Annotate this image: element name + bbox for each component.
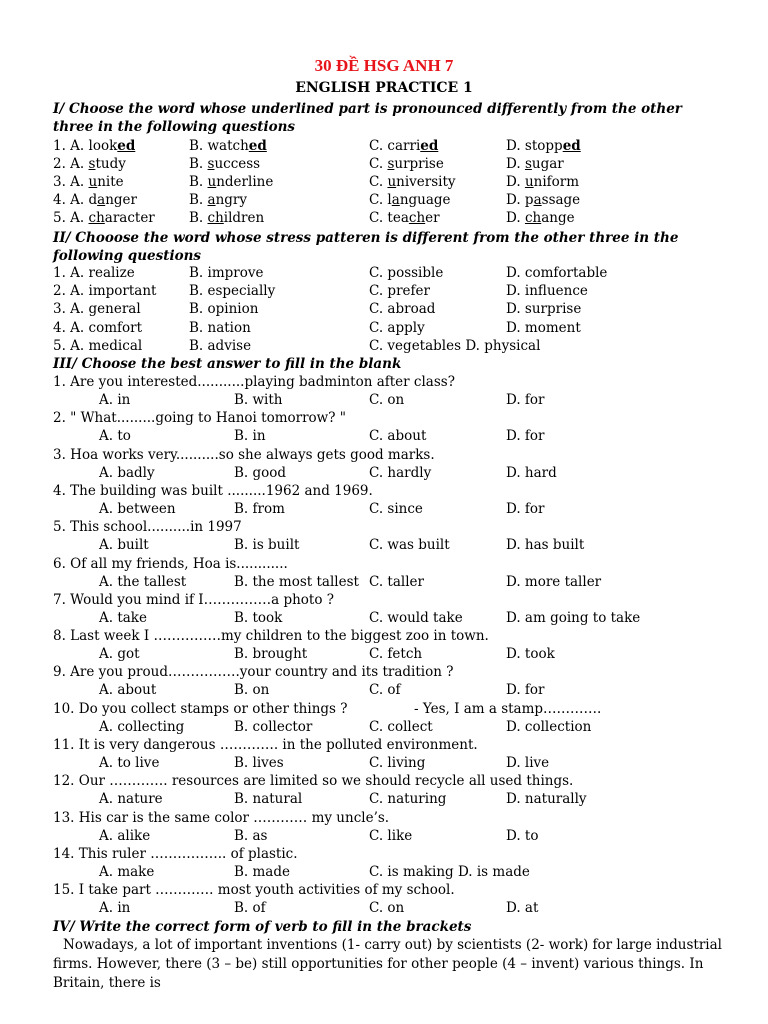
option-c: C. about	[369, 428, 427, 445]
option-a: A. in	[99, 900, 131, 917]
question-text: 15. I take part …………. most youth activities of my school.	[53, 882, 455, 899]
option-d: D. collection	[506, 718, 592, 735]
question-text-row	[53, 555, 753, 573]
option-c: C. fetch	[369, 646, 423, 663]
option-a: A. make	[99, 863, 155, 880]
option-d: D. to	[506, 827, 539, 844]
underlined-part: u	[524, 174, 534, 190]
option-c: C. surprise	[369, 156, 444, 172]
option-c: C. naturing	[369, 791, 447, 808]
question-text: 14. This ruler …………….. of plastic.	[53, 845, 298, 862]
stress-question-row	[53, 282, 753, 300]
pronunciation-question-row	[53, 191, 753, 209]
option-d: D. surprise	[506, 301, 582, 318]
answer-options-row	[53, 500, 753, 518]
underlined-part: u	[207, 174, 217, 190]
option-d: D. stopped	[506, 138, 581, 154]
underlined-part: s	[524, 156, 532, 172]
option-c: C. prefer	[369, 283, 430, 300]
underlined-part: a	[533, 192, 542, 208]
option-b: B. of	[234, 900, 266, 917]
option-b: B. lives	[234, 755, 284, 771]
answer-options-row	[53, 645, 753, 663]
option-a: A. alike	[99, 827, 151, 844]
question-text-row	[53, 482, 753, 500]
question-text: 13. His car is the same color ………… my uncle’s.	[53, 809, 390, 826]
question-text-row	[53, 809, 753, 827]
question-text: 8. Last week I ……………my children to the biggest zoo in town.	[53, 628, 489, 645]
question-text-row	[53, 736, 753, 754]
option-a: 3. A. general	[53, 301, 141, 318]
question-text-row	[53, 409, 753, 427]
option-a: A. take	[99, 609, 147, 626]
option-d: D. sugar	[506, 156, 564, 172]
underlined-part: ch	[524, 210, 542, 226]
underlined-part: ed	[420, 138, 439, 154]
question-text: 9. Are you proud…………….your country and its tradition ?	[53, 664, 454, 681]
underlined-part: ch	[408, 210, 426, 226]
option-d: D. hard	[506, 464, 557, 481]
option-c: C. carried	[369, 138, 439, 154]
option-a: A. the tallest	[99, 573, 187, 590]
answer-options-row	[53, 464, 753, 482]
option-b: B. angry	[189, 192, 247, 208]
option-a: 4. A. comfort	[53, 319, 142, 336]
question-text: 5. This school..........in 1997	[53, 519, 242, 536]
option-c: C. abroad	[369, 301, 436, 318]
underlined-part: ch	[207, 210, 224, 226]
question-text: 12. Our …………. resources are limited so we should recycle all used things.	[53, 773, 574, 790]
option-b: B. from	[234, 500, 285, 517]
option-b: B. made	[234, 863, 290, 880]
option-c: C. language	[369, 192, 451, 208]
option-d: D. has built	[506, 537, 585, 554]
answer-options-row	[53, 863, 753, 881]
option-d: D. for	[506, 392, 545, 408]
answer-options-row	[53, 718, 753, 736]
option-c: C. on	[369, 392, 405, 408]
option-b: B. collector	[234, 718, 313, 735]
option-c: C. collect	[369, 718, 433, 735]
option-d: D. naturally	[506, 791, 587, 808]
option-b: B. underline	[189, 174, 274, 190]
answer-options-row	[53, 899, 753, 917]
option-d: D. for	[506, 682, 545, 699]
option-a: 1. A. realize	[53, 265, 135, 281]
underlined-part: u	[88, 174, 98, 190]
answer-options-row	[53, 754, 753, 772]
option-a: 5. A. medical	[53, 337, 143, 354]
option-c: C. teacher	[369, 210, 440, 226]
option-a: 3. A. unite	[53, 174, 124, 190]
question-text: 10. Do you collect stamps or other things ?	[53, 700, 348, 717]
option-a: A. about	[99, 682, 157, 699]
option-c: C. living	[369, 755, 426, 771]
option-c: C. hardly	[369, 464, 432, 481]
option-d: D. comfortable	[506, 265, 608, 281]
question-text: 6. Of all my friends, Hoa is............	[53, 555, 288, 572]
option-a: A. to live	[99, 755, 160, 771]
underlined-part: ch	[88, 210, 105, 226]
section-1-heading: I/ Choose the word whose underlined part is pronounced differently from the other three in the following questions	[53, 101, 682, 135]
option-c: C. apply	[369, 319, 425, 336]
option-a: A. built	[99, 537, 149, 554]
option-a: A. nature	[99, 791, 163, 808]
option-c: C. since	[369, 500, 423, 517]
answer-options-row	[53, 681, 753, 699]
option-a: 5. A. character	[53, 210, 155, 226]
underlined-part: s	[207, 156, 215, 172]
option-d: D. am going to take	[506, 609, 641, 626]
option-b: B. watched	[189, 138, 267, 154]
option-c: C. of	[369, 682, 401, 699]
option-b: B. success	[189, 156, 261, 172]
question-text: 4. The building was built .........1962 and 1969.	[53, 482, 373, 499]
answer-options-row	[53, 790, 753, 808]
underlined-part: a	[391, 192, 400, 208]
underlined-part: a	[97, 192, 106, 208]
option-c: C. is making D. is made	[369, 863, 530, 880]
option-b: B. improve	[189, 265, 264, 281]
answer-options-row	[53, 827, 753, 845]
pronunciation-question-row	[53, 155, 753, 173]
option-c: C. like	[369, 827, 413, 844]
practice-title: ENGLISH PRACTICE 1	[295, 80, 473, 96]
option-b: B. natural	[234, 791, 303, 808]
stress-question-row	[53, 319, 753, 337]
pronunciation-question-row	[53, 173, 753, 191]
option-c: C. was built	[369, 537, 450, 554]
underlined-part: s	[387, 156, 395, 172]
question-text: 3. Hoa works very..........so she always gets good marks.	[53, 446, 435, 463]
answer-options-row	[53, 609, 753, 627]
section-2-heading: II/ Chooose the word whose stress patteren is different from the other three in the following questions	[53, 230, 679, 264]
question-text-row	[53, 627, 753, 645]
underlined-part: ed	[248, 138, 267, 154]
option-c: C. would take	[369, 609, 463, 626]
answer-options-row	[53, 391, 753, 409]
option-b: B. in	[234, 428, 266, 445]
question-text: 7. Would you mind if I……………a photo ?	[53, 591, 335, 608]
answer-text: - Yes, I am a stamp………….	[414, 700, 602, 717]
section-4-heading: IV/ Write the correct form of verb to fill in the brackets	[53, 919, 472, 935]
option-a: A. collecting	[99, 718, 185, 735]
question-text-row	[53, 700, 753, 718]
question-text-row	[53, 446, 753, 464]
option-a: 2. A. study	[53, 156, 126, 172]
underlined-part: ed	[117, 138, 136, 154]
stress-question-row	[53, 300, 753, 318]
option-d: D. for	[506, 500, 545, 517]
option-a: A. to	[99, 428, 131, 445]
option-b: B. took	[234, 609, 283, 626]
section-3-heading: III/ Choose the best answer to fill in the blank	[53, 356, 402, 372]
option-b: B. opinion	[189, 301, 259, 318]
option-a: A. got	[99, 646, 140, 663]
underlined-part: u	[387, 174, 397, 190]
option-b: B. especially	[189, 283, 276, 300]
option-d: D. more taller	[506, 573, 602, 590]
option-b: B. as	[234, 827, 268, 844]
underlined-part: ed	[562, 138, 581, 154]
option-d: D. took	[506, 646, 555, 663]
answer-options-row	[53, 427, 753, 445]
pronunciation-question-row	[53, 137, 753, 155]
question-text-row	[53, 663, 753, 681]
option-d: D. passage	[506, 192, 581, 208]
question-text-row	[53, 373, 753, 391]
question-text-row	[53, 591, 753, 609]
option-c: C. on	[369, 900, 405, 917]
answer-options-row	[53, 573, 753, 591]
option-b: B. advise	[189, 337, 252, 354]
option-b: B. brought	[234, 646, 308, 663]
option-a: A. in	[99, 392, 131, 408]
question-text: 2. " What.........going to Hanoi tomorrow? "	[53, 410, 346, 427]
stress-question-row	[53, 264, 753, 282]
underlined-part: s	[88, 156, 96, 172]
option-b: B. on	[234, 682, 270, 699]
option-c: C. vegetables D. physical	[369, 337, 541, 354]
option-b: B. the most tallest	[234, 573, 359, 590]
section-4-paragraph: Nowadays, a lot of important inventions (1- carry out) by scientists (2- work) for large industrial firms. However, there (3 – be) still opportunities for other people (4 – invent) various things. In Britain, there is	[53, 937, 722, 991]
stress-question-row	[53, 337, 753, 355]
option-a: A. badly	[99, 464, 155, 481]
option-d: D. uniform	[506, 174, 580, 190]
option-d: D. influence	[506, 283, 588, 300]
option-b: B. nation	[189, 319, 251, 336]
option-c: C. university	[369, 174, 456, 190]
question-text-row	[53, 518, 753, 536]
question-text-row	[53, 772, 753, 790]
option-d: D. for	[506, 428, 545, 445]
option-a: 4. A. danger	[53, 192, 137, 208]
option-b: B. children	[189, 210, 265, 226]
option-b: B. with	[234, 392, 283, 408]
option-a: 2. A. important	[53, 283, 157, 300]
answer-options-row	[53, 536, 753, 554]
question-text: 1. Are you interested...........playing badminton after class?	[53, 374, 455, 390]
option-d: D. at	[506, 900, 539, 917]
option-c: C. possible	[369, 265, 444, 281]
option-d: D. change	[506, 210, 575, 226]
option-b: B. good	[234, 464, 287, 481]
pronunciation-question-row	[53, 209, 753, 227]
option-b: B. is built	[234, 537, 300, 554]
question-text-row	[53, 845, 753, 863]
option-d: D. moment	[506, 319, 581, 336]
question-text-row	[53, 881, 753, 899]
option-a: 1. A. looked	[53, 138, 136, 154]
question-text: 11. It is very dangerous …………. in the polluted environment.	[53, 737, 478, 753]
underlined-part: a	[207, 192, 216, 208]
option-c: C. taller	[369, 573, 424, 590]
option-a: A. between	[99, 500, 176, 517]
document-title: 30 ĐỀ HSG ANH 7	[314, 56, 454, 75]
option-d: D. live	[506, 755, 550, 771]
